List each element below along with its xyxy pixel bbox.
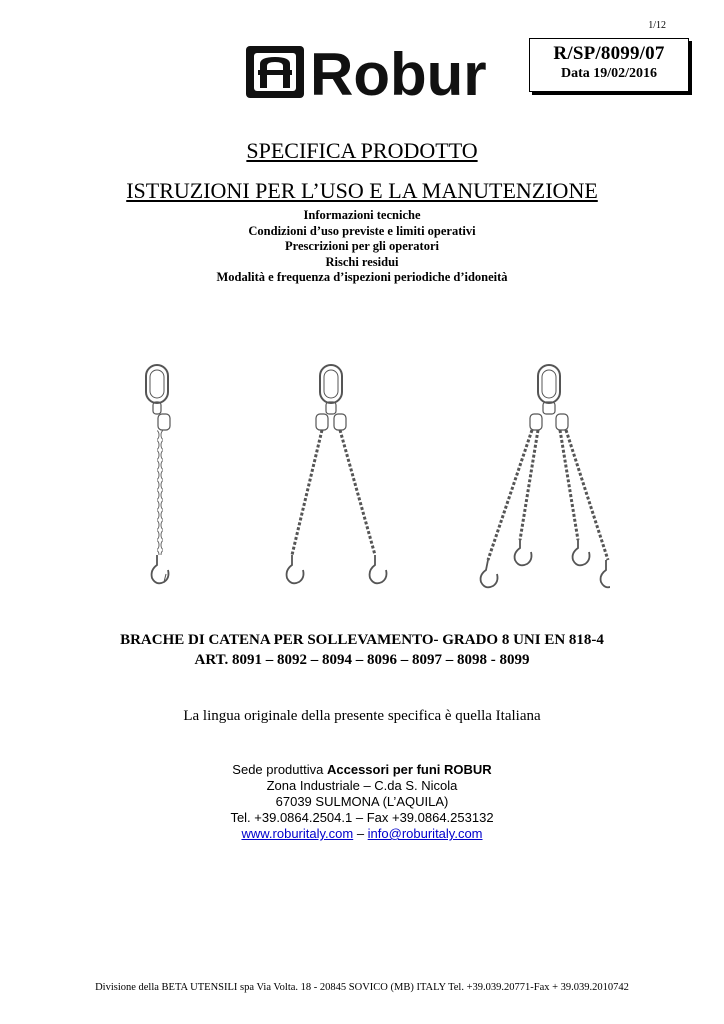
product-subject [0, 630, 724, 670]
website-link[interactable]: www.roburitaly.com [241, 826, 354, 841]
info-list [0, 208, 724, 286]
chain-slings-illustration [130, 360, 610, 600]
info-item: Rischi residui [325, 254, 399, 269]
info-item: Informazioni tecniche [303, 208, 421, 222]
contact-prefix: Sede produttiva [232, 762, 327, 777]
product-line-2: ART. 8091 – 8092 – 8094 – 8096 – 8097 – 8098 - 8099 [194, 652, 530, 668]
phone-fax: Tel. +39.0864.2504.1 – Fax +39.0864.253132 [230, 810, 494, 825]
two-leg-sling-figure [287, 365, 387, 583]
single-leg-sling-figure [146, 365, 170, 583]
contact-headline [0, 762, 724, 778]
contact-links [0, 826, 724, 842]
address-line-2: 67039 SULMONA (L’AQUILA) [275, 794, 449, 809]
contact-block [0, 762, 724, 842]
company-name: Accessori per funi ROBUR [326, 762, 492, 777]
info-item: Prescrizioni per gli operatori [284, 239, 439, 254]
product-line-1: BRACHE DI CATENA PER SOLLEVAMENTO- GRADO 8 UNI EN 818-4 [120, 632, 604, 648]
address-line-1: Zona Industriale – C.da S. Nicola [266, 778, 458, 793]
document-code-box [529, 38, 689, 92]
document-date: Data 19/02/2016 [560, 66, 658, 81]
page-number: 1/12 [648, 20, 666, 31]
logo-text: Robur [310, 41, 487, 104]
robur-logo [240, 40, 512, 104]
title-specifica: SPECIFICA PRODOTTO [246, 138, 478, 163]
info-item: Condizioni d’uso previste e limiti operativi [248, 223, 476, 238]
info-item: Modalità e frequenza d’ispezioni periodiche d’idoneità [216, 270, 508, 285]
language-note: La lingua originale della presente specifica è quella Italiana [183, 708, 541, 724]
title-istruzioni: ISTRUZIONI PER L’USO E LA MANUTENZIONE [126, 178, 598, 203]
four-leg-sling-figure [481, 365, 610, 587]
page-footer: Divisione della BETA UTENSILI spa Via Volta. 18 - 20845 SOVICO (MB) ITALY Tel. +39.039.20771-Fax + 39.039.2010742 [95, 982, 629, 993]
email-link[interactable]: info@roburitaly.com [367, 826, 483, 841]
document-code: R/SP/8099/07 [553, 43, 665, 64]
link-separator: – [353, 826, 368, 841]
